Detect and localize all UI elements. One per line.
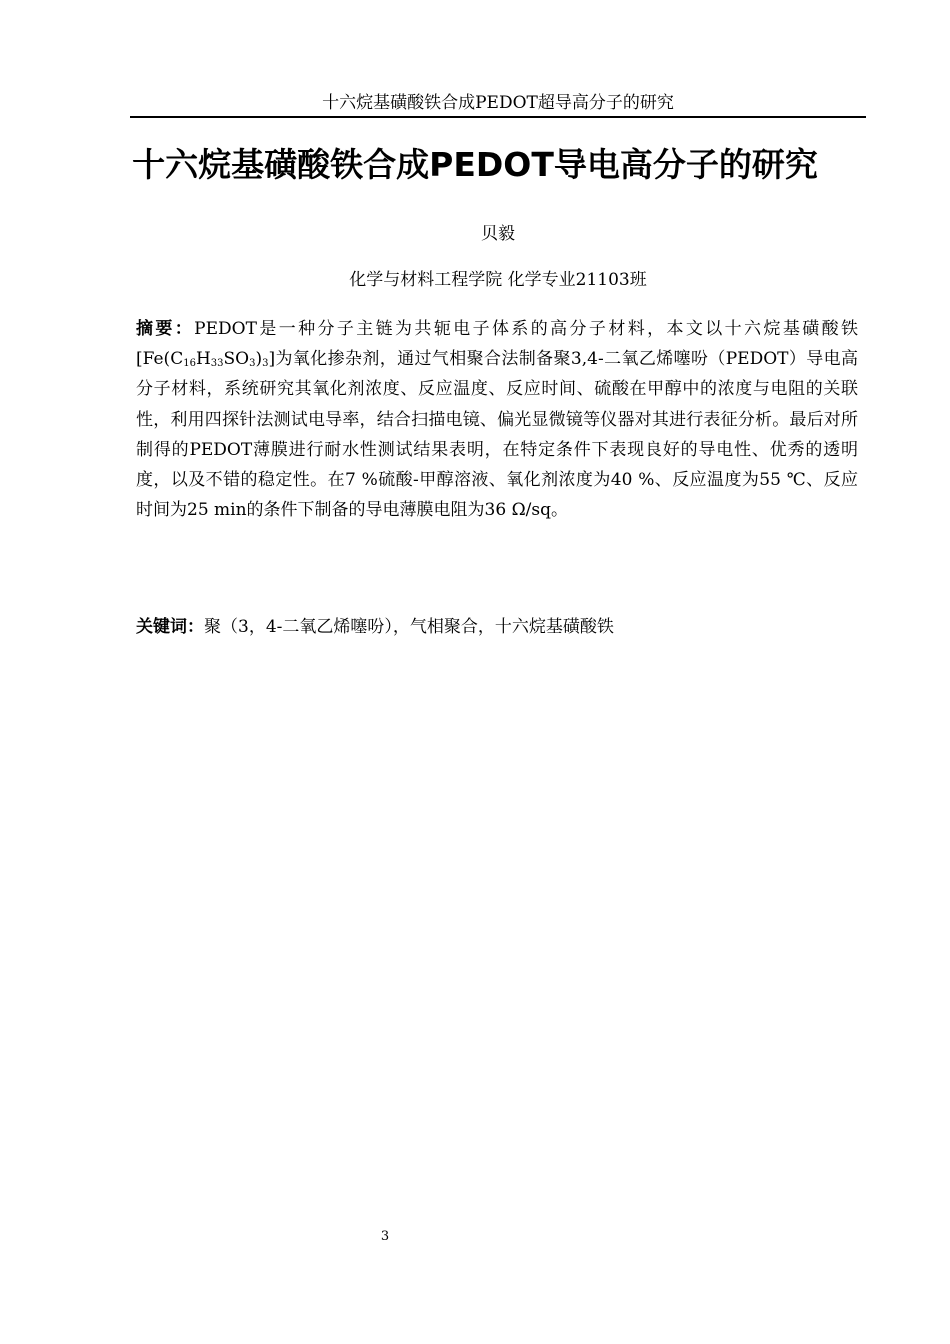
paper-title: 十六烷基磺酸铁合成PEDOT导电高分子的研究 [132, 145, 818, 184]
author-affiliation: 化学与材料工程学院 化学专业21103班 [349, 270, 647, 290]
page-number: 3 [380, 1229, 390, 1244]
subscript-3a: 3 [249, 358, 256, 370]
abstract-text-1: PEDOT是一种分子主链为共轭电子体系的高分子材料，本文以十六烷基磺酸铁[Fe(C [136, 319, 858, 370]
abstract-label: 摘要： [136, 319, 195, 339]
abstract-text-5: ]为氧化掺杂剂，通过气相聚合法制备聚3,4-二氧乙烯噻吩（PEDOT）导电高分子材料，系统研究其氧化剂浓度、反应温度、反应时间、硫酸在甲醇中的浓度与电阻的关联性，利用四探针法测试电导率，结合扫描电镜、偏光显微镜等仪器对其进行表征分析。最后对所制得的PEDOT薄膜进行耐水性测试结果表明，在特定条件下表现良好的导电性、优秀的透明度，以及不错的稳定性。在7 %硫酸-甲醇溶液、氧化剂浓度为40 %、反应温度为55 ℃、反应时间为25 min的条件下制备的导电薄膜电阻为36 Ω/sq。 [136, 349, 858, 521]
abstract-text-3: SO [223, 349, 250, 370]
abstract-text-2: H [195, 349, 211, 370]
subscript-33: 33 [210, 358, 224, 370]
header-divider [130, 116, 866, 118]
keywords-label: 关键词： [136, 617, 204, 637]
subscript-16: 16 [183, 358, 196, 370]
keywords-text: 聚（3，4-二氧乙烯噻吩），气相聚合，十六烷基磺酸铁 [204, 617, 614, 637]
keywords-paragraph [136, 612, 858, 642]
running-header: 十六烷基磺酸铁合成PEDOT超导高分子的研究 [322, 93, 674, 113]
abstract-paragraph [136, 314, 858, 525]
subscript-3b: 3 [262, 358, 269, 370]
author-name: 贝毅 [481, 224, 515, 244]
abstract-text-4: ) [255, 349, 263, 370]
